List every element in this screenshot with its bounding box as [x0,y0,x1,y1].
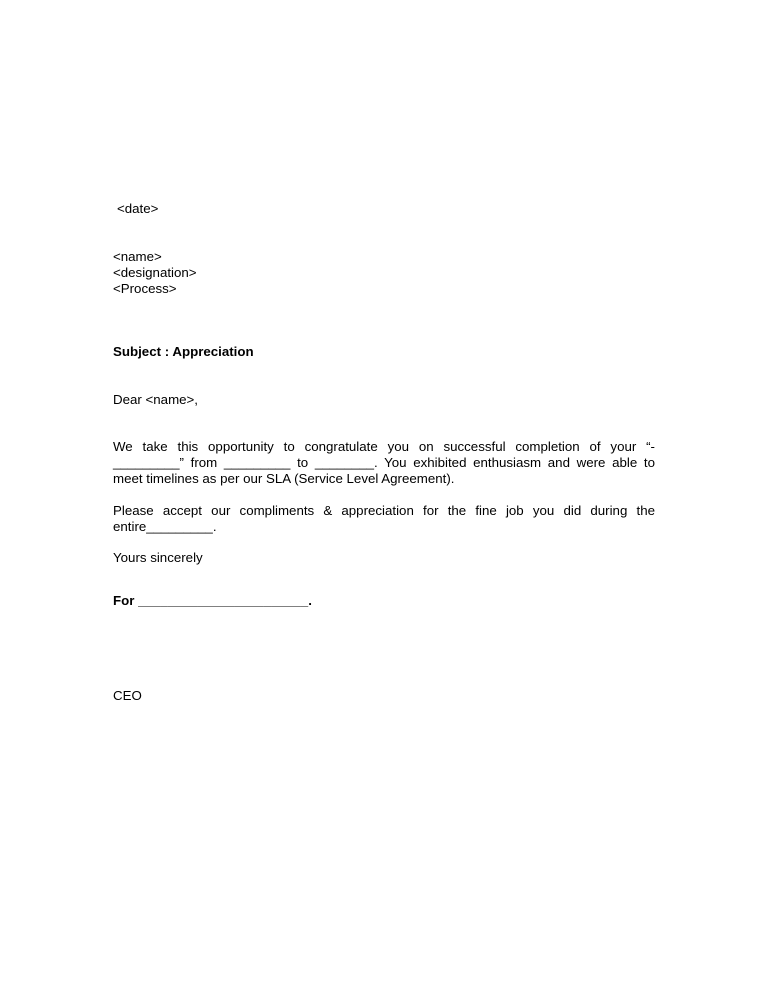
body-paragraph-2 [113,503,655,535]
closing: Yours sincerely [113,550,203,565]
recipient-designation: <designation> [113,265,197,280]
recipient-name: <name> [113,249,162,264]
paragraph-1-line-1: We take this opportunity to congratulate you on successful completion of your “- [113,439,655,454]
paragraph-1-line-2: _________” from _________ to ________. You exhibited enthusiasm and were able to [113,455,655,470]
salutation: Dear <name>, [113,392,199,407]
subject-line: Subject : Appreciation [113,344,254,359]
for-line: For _______________________. [113,593,312,608]
paragraph-1-line-3: meet timelines as per our SLA (Service Level Agreement). [113,471,455,486]
body-paragraph-1 [113,439,655,487]
paragraph-2-line-2: entire_________. [113,519,217,534]
paragraph-2-line-1: Please accept our compliments & appreciation for the fine job you did during the [113,503,655,518]
date-field: <date> [117,201,159,216]
recipient-process: <Process> [113,281,177,296]
signatory: CEO [113,688,142,703]
